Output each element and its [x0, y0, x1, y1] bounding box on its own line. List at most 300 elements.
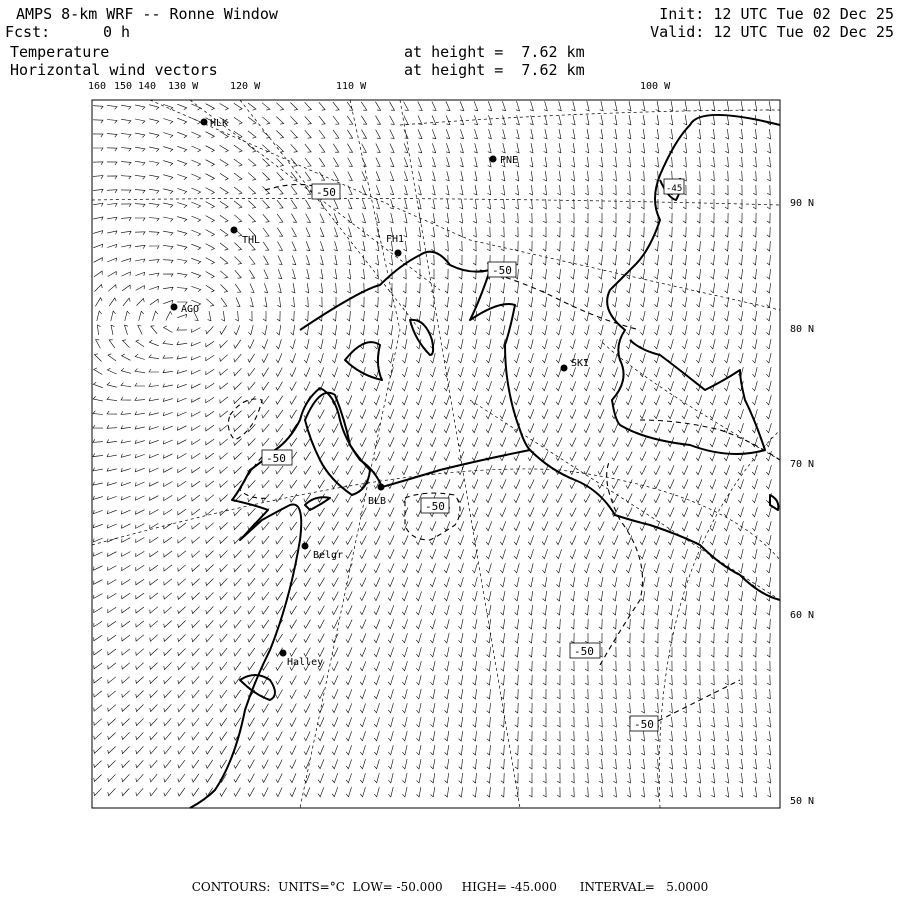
- wind-vector: [121, 190, 131, 193]
- ice-shelf-edge: [190, 252, 530, 808]
- wind-vector: [360, 619, 366, 628]
- wind-vector: [599, 619, 602, 629]
- wind-vector: [276, 634, 283, 642]
- wind-vector: [388, 703, 393, 713]
- wind-vector: [431, 731, 435, 741]
- wind-vector: [613, 605, 617, 615]
- wind-vector: [697, 185, 700, 195]
- wind-vector: [488, 129, 491, 139]
- wind-vector: [108, 285, 116, 292]
- wind-vector: [584, 395, 590, 404]
- wind-vector: [304, 634, 311, 643]
- wind-vector: [304, 718, 310, 727]
- wind-vector: [711, 171, 714, 181]
- wind-vector: [121, 454, 131, 457]
- wind-vector: [248, 480, 256, 487]
- meridian-line: [400, 100, 520, 808]
- wind-vector: [738, 507, 743, 517]
- wind-vector: [725, 773, 728, 783]
- wind-vector: [402, 423, 408, 432]
- wind-vector: [360, 423, 366, 432]
- wind-vector: [514, 381, 519, 390]
- wind-vector: [263, 186, 270, 194]
- wind-vector: [418, 157, 421, 166]
- wind-vector: [206, 326, 214, 333]
- wind-vector: [220, 425, 228, 431]
- wind-vector: [528, 409, 534, 418]
- wind-vector: [249, 215, 256, 223]
- wind-vector: [220, 173, 228, 180]
- wind-vector: [613, 185, 616, 195]
- wind-vector: [177, 370, 187, 373]
- wind-vector: [655, 745, 658, 755]
- wind-vector: [206, 606, 214, 613]
- wind-vector: [416, 465, 422, 474]
- wind-vector: [206, 341, 214, 347]
- station-label: Halley: [287, 657, 324, 668]
- wind-vector: [318, 536, 325, 545]
- wind-vector: [739, 227, 742, 237]
- wind-vector: [753, 675, 756, 685]
- wind-vector: [724, 353, 729, 363]
- wind-vector: [220, 397, 228, 403]
- wind-vector: [108, 733, 116, 740]
- wind-vector: [149, 232, 159, 236]
- wind-vector: [177, 412, 186, 416]
- wind-vector: [192, 328, 201, 333]
- wind-vector: [403, 283, 406, 293]
- wind-vector: [150, 718, 158, 725]
- contour-line: [228, 399, 262, 440]
- wind-vector: [585, 297, 589, 307]
- wind-vector: [683, 661, 686, 671]
- wind-vector: [669, 731, 672, 741]
- wind-vector: [402, 605, 408, 614]
- wind-vector: [93, 482, 103, 485]
- wind-vector: [290, 103, 297, 111]
- wind-vector: [108, 272, 117, 277]
- wind-vector: [206, 439, 214, 445]
- wind-vector: [753, 703, 756, 713]
- wind-vector: [149, 260, 159, 263]
- wind-vector: [557, 605, 561, 615]
- wind-vector: [346, 466, 353, 475]
- wind-vector: [710, 535, 715, 545]
- wind-vector: [389, 339, 394, 349]
- wind-vector: [136, 538, 145, 543]
- wind-vector: [236, 297, 240, 306]
- wind-vector: [220, 578, 228, 585]
- wind-vector: [248, 508, 256, 515]
- wind-vector: [402, 381, 407, 391]
- wind-vector: [291, 116, 298, 124]
- wind-vector: [234, 215, 242, 222]
- wind-vector: [306, 228, 310, 237]
- wind-vector: [472, 437, 478, 446]
- wind-vector: [431, 227, 434, 237]
- wind-vector: [163, 231, 173, 235]
- wind-vector: [416, 619, 421, 629]
- wind-vector: [206, 188, 215, 195]
- wind-vector: [403, 339, 408, 349]
- wind-vector: [404, 116, 408, 125]
- wind-vector: [472, 465, 478, 474]
- wind-vector: [613, 255, 617, 265]
- wind-vector: [362, 172, 366, 181]
- wind-vector: [669, 703, 672, 713]
- wind-vector: [585, 241, 589, 251]
- wind-vector: [206, 104, 215, 110]
- wind-vector: [753, 269, 757, 279]
- wind-vector: [290, 606, 297, 614]
- wind-vector: [290, 466, 297, 474]
- wind-vector: [627, 241, 631, 251]
- wind-vector: [374, 550, 380, 559]
- wind-vector: [404, 171, 408, 180]
- station-label: AGO: [181, 304, 200, 315]
- wind-vector: [641, 619, 645, 629]
- wind-vector: [445, 773, 449, 783]
- wind-vector: [487, 283, 491, 293]
- station-belgr[interactable]: [302, 543, 344, 562]
- wind-vector: [417, 759, 422, 769]
- station-ago[interactable]: [171, 304, 200, 316]
- wind-vector: [613, 171, 616, 181]
- wind-vector: [135, 218, 145, 221]
- wind-vector: [93, 176, 103, 179]
- wind-vector: [739, 745, 742, 755]
- wind-vector: [107, 162, 117, 165]
- wind-vector: [571, 759, 574, 769]
- wind-vector: [655, 647, 658, 657]
- wind-vector: [248, 676, 255, 684]
- wind-vector: [642, 129, 645, 139]
- wind-vector: [374, 577, 380, 586]
- wind-vector: [487, 213, 490, 223]
- wind-vector: [725, 227, 728, 237]
- wind-vector: [390, 213, 393, 223]
- wind-vector: [248, 718, 255, 727]
- wind-vector: [304, 690, 310, 699]
- wind-vector: [107, 245, 117, 249]
- wind-vector: [766, 409, 771, 419]
- wind-vector: [374, 536, 380, 545]
- wind-vector: [318, 578, 325, 587]
- wind-vector: [683, 269, 687, 279]
- wind-vector: [319, 158, 325, 166]
- wind-vector: [670, 101, 673, 111]
- wind-vector: [767, 143, 770, 153]
- wind-vector: [501, 283, 505, 293]
- field-temperature: Temperature: [10, 43, 110, 61]
- wind-vector: [135, 369, 145, 373]
- wind-vector: [753, 157, 756, 167]
- wind-vector: [388, 577, 394, 586]
- wind-vector: [585, 213, 588, 223]
- wind-vector: [472, 381, 477, 391]
- wind-vector: [163, 161, 173, 166]
- wind-vector: [613, 675, 616, 685]
- wind-vector: [613, 157, 616, 167]
- wind-vector: [641, 675, 644, 685]
- wind-vector: [264, 256, 269, 265]
- wind-vector: [612, 549, 618, 558]
- wind-vector: [122, 663, 130, 669]
- wind-vector: [528, 395, 534, 404]
- wind-vector: [206, 299, 214, 307]
- wind-vector: [725, 311, 729, 321]
- wind-vector: [418, 129, 422, 138]
- wind-vector: [375, 255, 378, 265]
- wind-vector: [571, 745, 574, 755]
- wind-vector: [163, 133, 173, 138]
- wind-vector: [725, 689, 728, 699]
- wind-vector: [458, 605, 463, 615]
- wind-vector: [262, 746, 269, 755]
- wind-vector: [571, 591, 575, 601]
- wind-vector: [178, 495, 186, 501]
- wind-vector: [528, 549, 533, 559]
- wind-vector: [682, 563, 687, 573]
- wind-vector: [682, 381, 687, 390]
- wind-vector: [388, 605, 394, 614]
- wind-vector: [557, 773, 560, 783]
- wind-vector: [584, 438, 590, 447]
- wind-vector: [262, 550, 269, 558]
- wind-vector: [432, 143, 436, 152]
- wind-vector: [276, 466, 283, 474]
- wind-vector: [234, 397, 242, 404]
- lon-label-110w: 110 W: [336, 81, 367, 92]
- wind-vector: [276, 353, 282, 362]
- wind-vector: [121, 510, 130, 514]
- wind-vector: [234, 774, 241, 783]
- wind-vector: [641, 759, 644, 769]
- wind-vector: [277, 214, 283, 222]
- wind-vector: [305, 158, 311, 166]
- wind-vector: [599, 689, 602, 699]
- wind-vector: [697, 689, 700, 699]
- wind-vector: [390, 157, 394, 166]
- wind-vector: [598, 466, 604, 475]
- wind-vector: [346, 480, 353, 489]
- wind-vector: [360, 466, 366, 475]
- station-fh1[interactable]: [386, 234, 404, 257]
- wind-vector: [278, 242, 283, 251]
- wind-vector: [94, 635, 102, 641]
- wind-vector: [403, 311, 407, 321]
- wind-vector: [641, 143, 644, 153]
- wind-vector: [403, 325, 407, 335]
- wind-vector: [501, 661, 505, 671]
- wind-vector: [206, 411, 214, 417]
- wind-vector: [388, 549, 394, 558]
- wind-vector: [697, 619, 701, 629]
- wind-vector: [431, 773, 435, 783]
- wind-vector: [290, 550, 297, 558]
- wind-vector: [277, 297, 280, 307]
- wind-vector: [599, 591, 603, 601]
- wind-vector: [108, 691, 116, 697]
- wind-vector: [627, 689, 630, 699]
- wind-vector: [668, 409, 674, 418]
- wind-vector: [262, 466, 269, 474]
- wind-vector: [613, 143, 616, 153]
- wind-vector: [753, 297, 757, 307]
- wind-vector: [178, 565, 186, 571]
- wind-vector: [122, 593, 130, 599]
- wind-vector: [515, 605, 519, 615]
- wind-vector: [669, 605, 673, 615]
- station-blb[interactable]: [368, 484, 386, 508]
- wind-vector: [177, 327, 187, 330]
- wind-vector: [248, 396, 256, 404]
- wind-vector: [613, 241, 617, 251]
- wind-vector: [402, 647, 407, 657]
- wind-vector: [290, 353, 296, 362]
- wind-vector: [360, 717, 365, 726]
- wind-vector: [206, 690, 213, 698]
- wind-vector: [332, 787, 338, 796]
- wind-vector: [711, 619, 715, 629]
- wind-vector: [150, 635, 158, 642]
- wind-vector: [626, 311, 631, 321]
- wind-vector: [500, 395, 506, 404]
- wind-vector: [459, 689, 463, 699]
- wind-vector: [191, 146, 200, 152]
- wind-vector: [598, 311, 603, 321]
- wind-vector: [375, 283, 378, 293]
- wind-vector: [319, 172, 324, 180]
- wind-vector: [122, 565, 131, 570]
- wind-vector: [332, 717, 338, 726]
- wind-vector: [502, 143, 505, 153]
- wind-vector: [697, 717, 700, 727]
- wind-vector: [740, 101, 743, 111]
- station-halley[interactable]: [280, 650, 324, 669]
- wind-vector: [684, 115, 687, 125]
- wind-vector: [486, 437, 492, 446]
- wind-vector: [417, 241, 420, 251]
- wind-vector: [711, 255, 715, 265]
- wind-vector: [627, 773, 630, 783]
- wind-vector: [528, 423, 534, 432]
- wind-vector: [360, 731, 365, 741]
- wind-vector: [220, 229, 228, 236]
- wind-vector: [276, 592, 283, 600]
- latitude-labels: [790, 198, 814, 807]
- wind-vector: [515, 311, 519, 321]
- wind-vector: [766, 479, 771, 489]
- wind-vector: [333, 102, 339, 110]
- station-pne[interactable]: [490, 155, 519, 166]
- wind-vector: [402, 465, 408, 474]
- wind-vector: [585, 591, 589, 601]
- wind-vector: [234, 340, 241, 348]
- wind-vector: [432, 199, 435, 209]
- wind-vector: [346, 689, 352, 698]
- wind-vector: [360, 605, 366, 614]
- wind-vector: [683, 297, 687, 307]
- wind-vector: [290, 676, 297, 685]
- wind-vector: [402, 689, 407, 699]
- wind-vector: [487, 717, 491, 727]
- wind-vector: [514, 563, 519, 573]
- wind-vector: [655, 703, 658, 713]
- wind-vector: [121, 162, 131, 166]
- wind-vector: [584, 563, 589, 573]
- wind-vector: [135, 454, 144, 458]
- wind-vector: [585, 269, 589, 279]
- wind-vector: [599, 605, 603, 615]
- contour-label: [262, 450, 292, 465]
- wind-vector: [696, 549, 701, 559]
- wind-vector: [122, 774, 130, 781]
- wind-vector: [234, 159, 242, 166]
- wind-vector: [753, 689, 756, 699]
- wind-vector: [487, 661, 491, 671]
- wind-vector: [655, 255, 659, 265]
- wind-vector: [738, 493, 743, 503]
- wind-vector: [178, 718, 185, 726]
- wind-vector: [305, 144, 311, 152]
- wind-vector: [235, 256, 242, 264]
- wind-vector: [430, 563, 436, 572]
- wind-vector: [515, 283, 519, 293]
- wind-vector: [753, 143, 756, 153]
- wind-vector: [220, 550, 228, 557]
- wind-vector: [528, 353, 533, 363]
- wind-vector: [543, 759, 546, 769]
- wind-vector: [654, 577, 659, 587]
- wind-vector: [570, 311, 575, 321]
- station-hlk[interactable]: [201, 118, 229, 129]
- wind-vector: [529, 647, 533, 657]
- wind-vector: [136, 524, 145, 529]
- wind-vector: [177, 398, 186, 402]
- wind-vector: [122, 524, 131, 528]
- wind-vector: [276, 396, 283, 404]
- wind-vector: [94, 761, 102, 768]
- wind-vector: [585, 675, 588, 685]
- wind-vector: [627, 647, 630, 657]
- wind-vector: [248, 368, 255, 376]
- wind-vector: [711, 759, 714, 769]
- wind-vector: [711, 185, 714, 195]
- wind-vector: [669, 717, 672, 727]
- wind-vector: [529, 591, 533, 601]
- wind-vector: [458, 521, 464, 530]
- wind-vector: [515, 703, 518, 713]
- wind-vector: [641, 605, 645, 615]
- wind-vector: [543, 773, 546, 783]
- wind-vector: [234, 187, 242, 194]
- wind-vector: [418, 171, 422, 181]
- wind-vector: [277, 228, 282, 236]
- wind-vector: [234, 606, 241, 614]
- wind-vector: [627, 213, 630, 223]
- wind-vector: [150, 760, 157, 768]
- wind-vector: [248, 634, 255, 642]
- wind-vector: [221, 311, 224, 321]
- wind-vector: [192, 439, 200, 444]
- wind-vector: [571, 633, 574, 643]
- wind-vector: [346, 508, 353, 517]
- wind-vector: [122, 635, 130, 641]
- wind-vector: [766, 535, 771, 545]
- wind-vector: [121, 148, 131, 152]
- wind-vector: [724, 479, 730, 488]
